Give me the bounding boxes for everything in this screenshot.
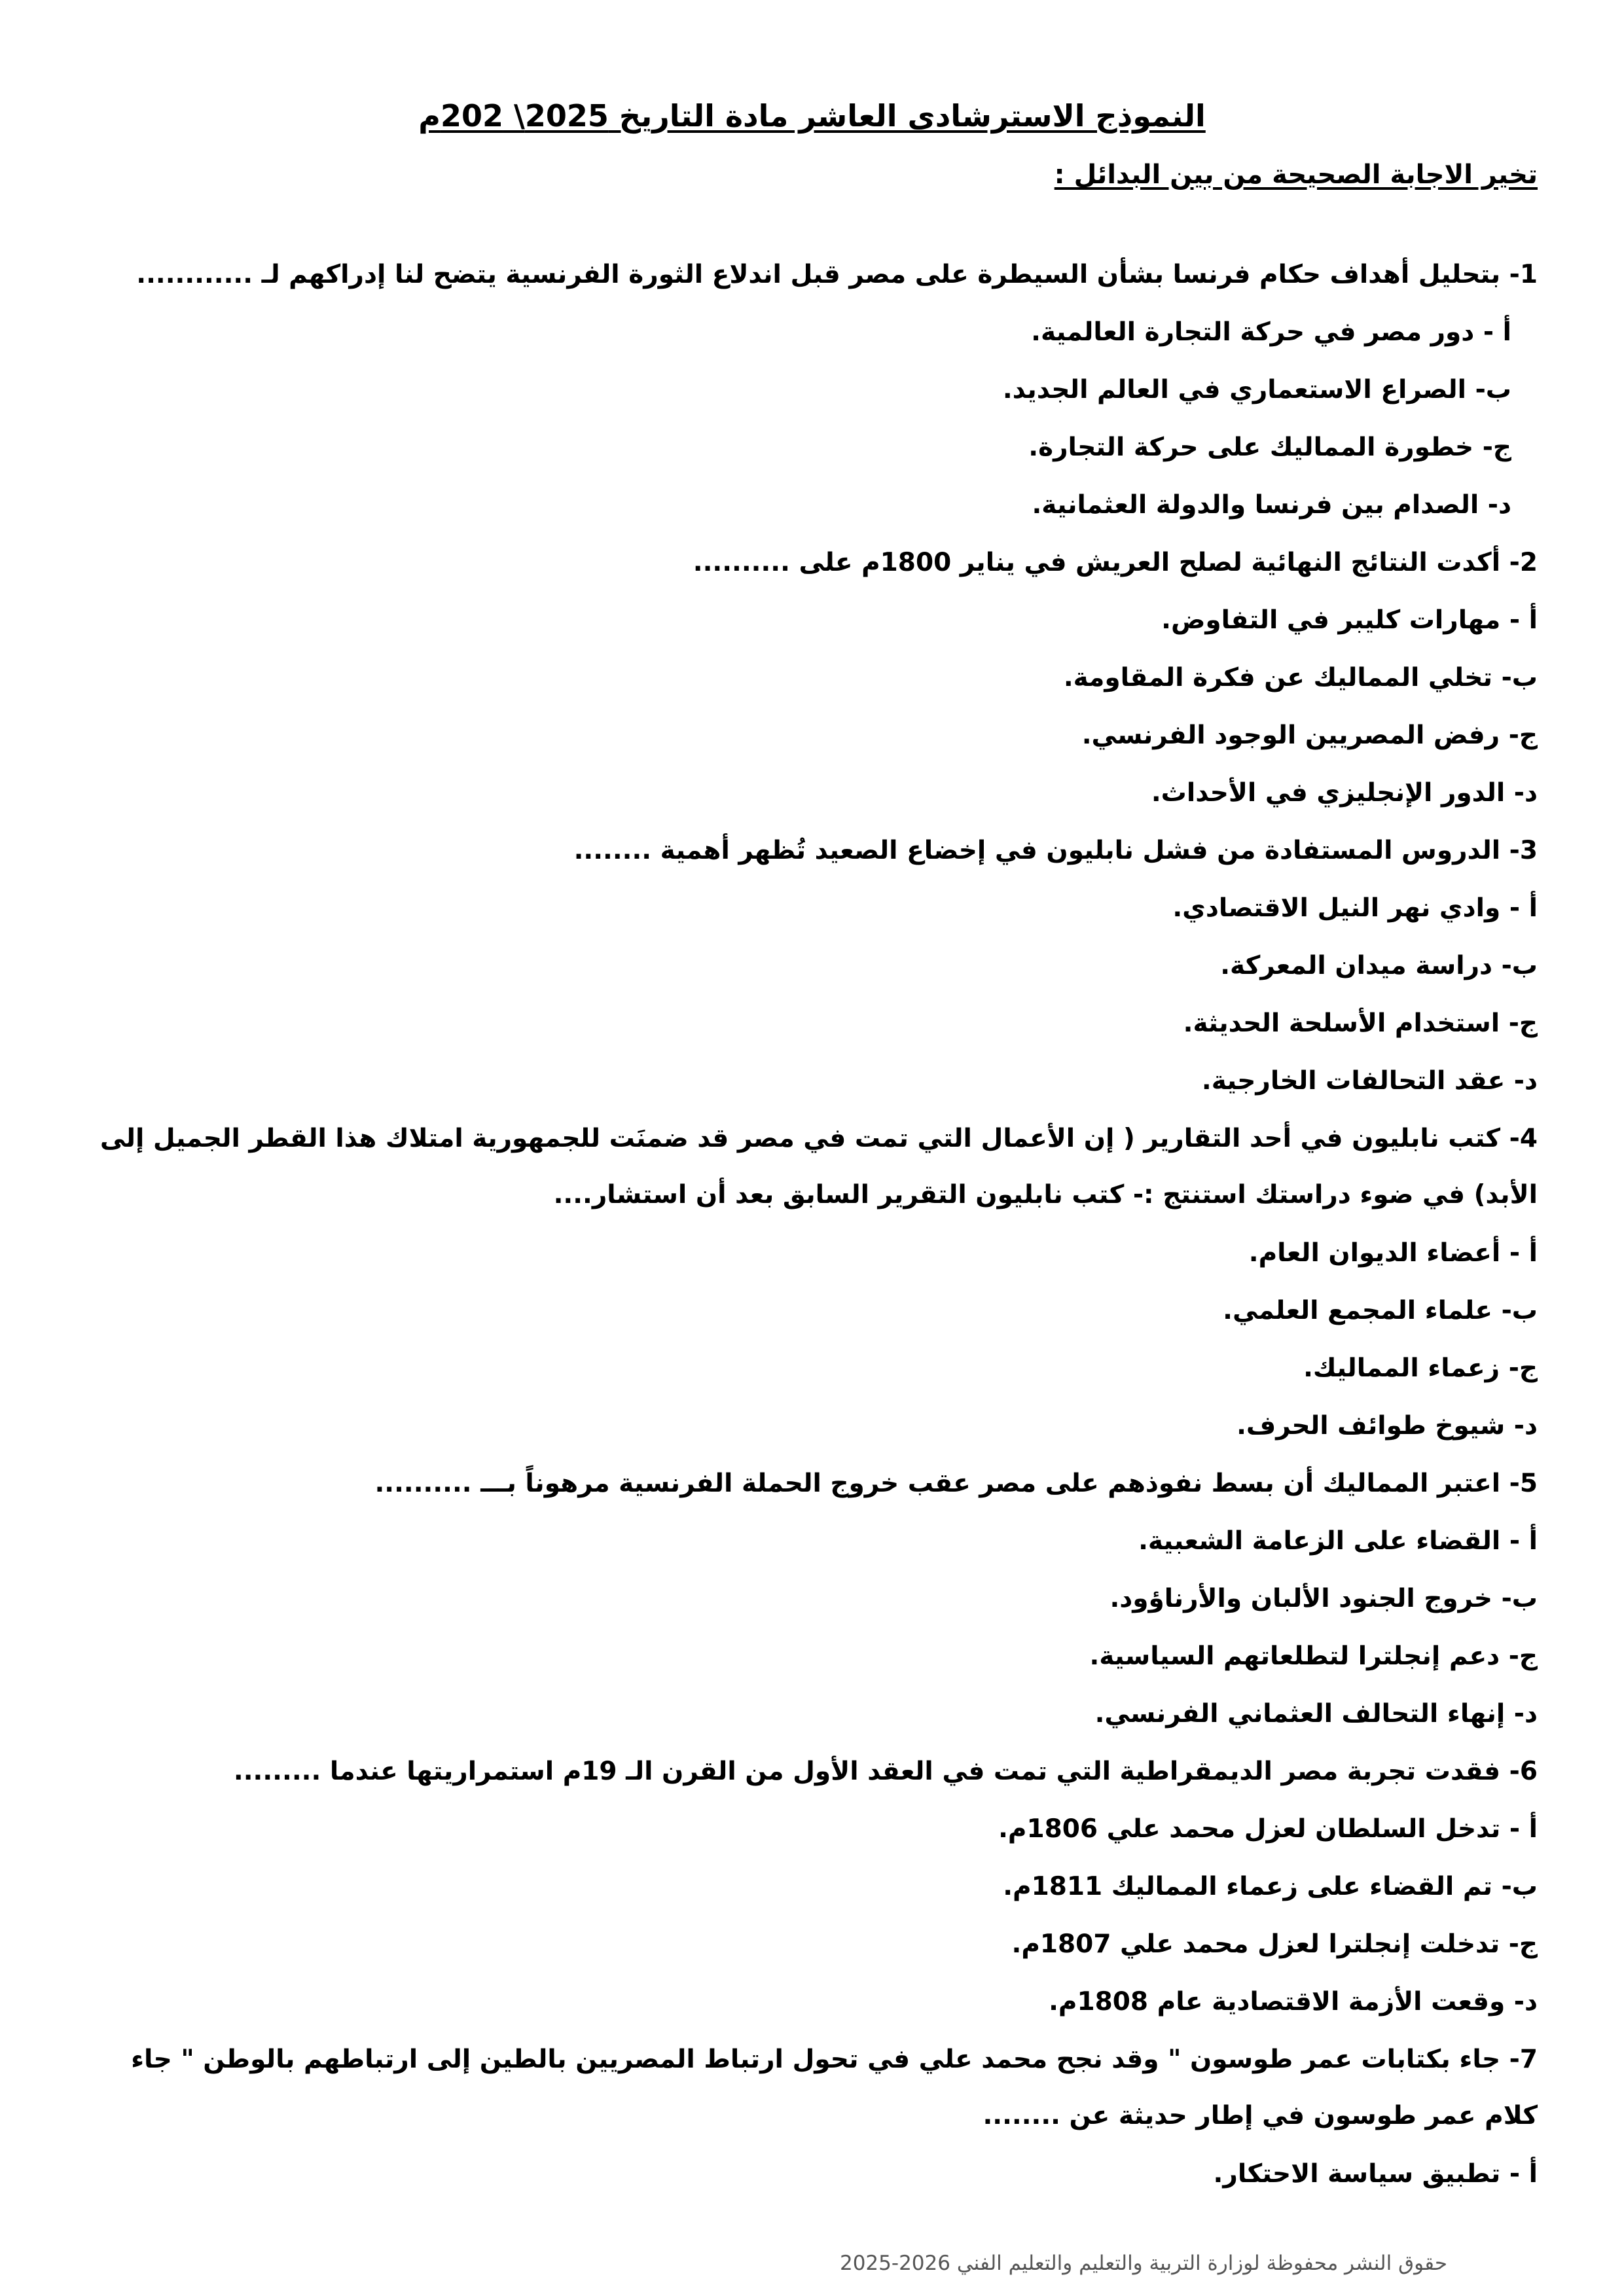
question-stem: 3- الدروس المستفادة من فشل نابليون في إخضاع الصعيد تُظهر أهمية ........ [573,836,1538,865]
question-7 [98,2032,1538,2188]
option-a: أ - تدخل السلطان لعزل محمد علي 1806م. [998,1814,1538,1844]
question-stem: 6- فقدت تجربة مصر الديمقراطية التي تمت في العقد الأول من القرن الـ 19م استمراريتها عندما ......... [233,1757,1538,1786]
option-a: أ - تطبيق سياسة الاحتكار. [1213,2159,1538,2189]
option-d: د- عقد التحالفات الخارجية. [1201,1066,1538,1096]
option-c: ج- رفض المصريين الوجود الفرنسي. [1081,721,1538,750]
option-b: ب- خروج الجنود الألبان والأرناؤود. [1110,1584,1538,1613]
question-2 [98,548,1538,807]
question-stem: 2- أكدت النتائج النهائية لصلح العريش في يناير 1800م على .......... [693,548,1538,577]
question-4 [98,1111,1538,1440]
option-a: أ - أعضاء الديوان العام. [1248,1238,1538,1268]
option-c: ج- خطورة المماليك على حركة التجارة. [1028,433,1511,462]
option-b: ب- دراسة ميدان المعركة. [1220,951,1538,980]
option-a: أ - دور مصر في حركة التجارة العالمية. [1031,317,1511,347]
option-a: أ - مهارات كليبر في التفاوض. [1161,605,1538,635]
question-stem: 4- كتب نابليون في أحد التقارير ( إن الأعمال التي تمت في مصر قد ضمنَت للجمهورية امتلاك هذا القطر الجميل إلى الأبد) في ضوء دراستك استنتج :- كتب نابليون التقرير السابق بعد أن استشار.... [99,1124,1538,1210]
option-c: ج- زعماء المماليك. [1303,1354,1538,1383]
option-b: ب- تم القضاء على زعماء المماليك 1811م. [1003,1872,1538,1901]
question-stem: 1- بتحليل أهداف حكام فرنسا بشأن السيطرة على مصر قبل اندلاع الثورة الفرنسية يتضح لنا إدراكهم لـ ............ [136,260,1538,289]
question-5 [98,1469,1538,1728]
question-1 [98,260,1538,519]
option-a: أ - القضاء على الزعامة الشعبية. [1138,1526,1538,1556]
option-d: د- وقعت الأزمة الاقتصادية عام 1808م. [1049,1987,1538,2017]
option-c: ج- استخدام الأسلحة الحديثة. [1183,1009,1538,1038]
option-b: ب- علماء المجمع العلمي. [1223,1296,1538,1325]
option-c: ج- دعم إنجلترا لتطلعاتهم السياسية. [1089,1641,1538,1671]
question-list [98,260,1538,2217]
option-d: د- الصدام بين فرنسا والدولة العثمانية. [1032,490,1511,520]
question-6 [98,1757,1538,2016]
option-d: د- إنهاء التحالف العثماني الفرنسي. [1094,1699,1538,1729]
option-d: د- الدور الإنجليزي في الأحداث. [1151,778,1538,808]
question-3 [98,836,1538,1095]
option-b: ب- الصراع الاستعماري في العالم الجديد. [1002,375,1511,404]
instructions: تخير الاجابة الصحيحة من بين البدائل : [1054,160,1538,190]
option-c: ج- تدخلت إنجلترا لعزل محمد علي 1807م. [1011,1929,1538,1959]
page-title: النموذج الاسترشادى العاشر مادة التاريخ 2025\ 202م [418,98,1206,134]
option-b: ب- تخلي المماليك عن فكرة المقاومة. [1063,663,1538,692]
question-stem: 5- اعتبر المماليك أن بسط نفوذهم على مصر عقب خروج الحملة الفرنسية مرهوناً بـــ .......... [374,1469,1538,1498]
question-stem: 7- جاء بكتابات عمر طوسون " وقد نجح محمد علي في تحول ارتباط المصريين بالطين إلى ارتباطهم بالوطن " جاء كلام عمر طوسون في إطار حديثة عن ........ [131,2045,1538,2130]
option-a: أ - وادي نهر النيل الاقتصادي. [1172,893,1538,923]
option-d: د- شيوخ طوائف الحرف. [1236,1411,1538,1441]
copyright-footer: حقوق النشر محفوظة لوزارة التربية والتعليم والتعليم الفني 2026-2025 [839,2251,1447,2275]
